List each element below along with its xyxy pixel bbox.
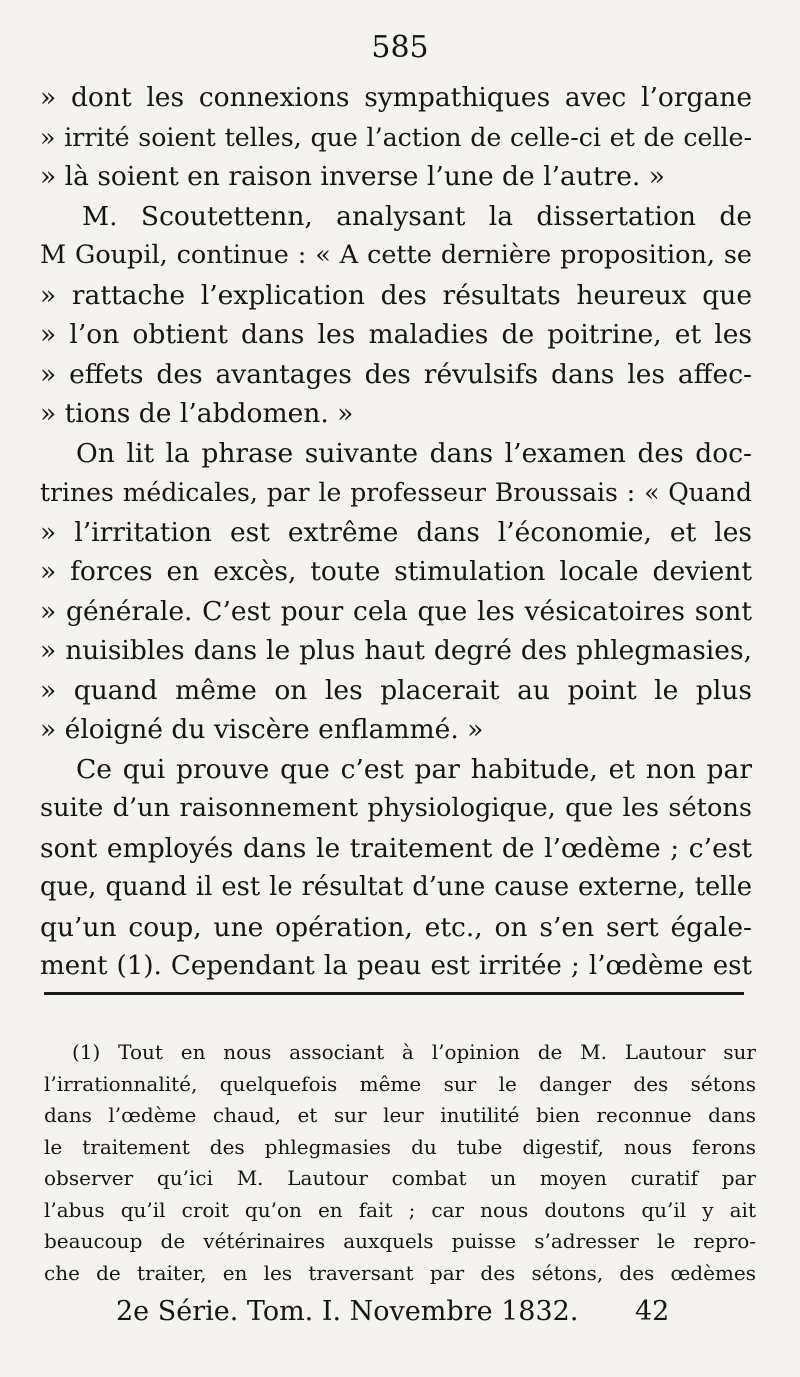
body-line: On lit la phrase suivante dans l’examen des doc- (76, 437, 752, 469)
body-line: que, quand il est le résultat d’une cause externe, telle (40, 872, 752, 902)
body-line: » forces en excès, toute stimulation locale devient (40, 556, 752, 587)
footnote-line: l’irrationnalité, quelquefois même sur le danger des sétons (44, 1071, 756, 1096)
series-tome-date: 2e Série. Tom. I. Novembre 1832. (116, 1296, 579, 1327)
footnote-line: che de traiter, en les traversant par des sétons, des œdèmes (44, 1260, 756, 1285)
sheet-number: 42 (635, 1296, 670, 1327)
body-line: » rattache l’explication des résultats heureux que (40, 279, 752, 311)
footnote-line: observer qu’ici M. Lautour combat un moyen curatif par (44, 1166, 756, 1190)
body-line: » nuisibles dans le plus haut degré des phlegmasies, (40, 635, 752, 666)
body-line: » tions de l’abdomen. » (40, 398, 354, 429)
footnote-line: le traitement des phlegmasies du tube digestif, nous ferons (44, 1134, 756, 1159)
footnote-line: dans l’œdème chaud, et sur leur inutilité bien reconnue dans (44, 1103, 756, 1127)
page-number: 585 (371, 30, 429, 65)
footnote-line: beaucoup de vétérinaires auxquels puisse s’adresser le repro- (44, 1229, 756, 1253)
body-line: » dont les connexions sympathiques avec l’organe (40, 82, 752, 113)
body-line: » effets des avantages des révulsifs dans les affec- (40, 358, 752, 390)
body-line: M Goupil, continue : « A cette dernière proposition, se (40, 240, 752, 270)
body-line: sont employés dans le traitement de l’œdème ; c’est (40, 832, 752, 864)
signature-line (0, 1290, 800, 1334)
footnote-line: (1) Tout en nous associant à l’opinion de M. Lautour sur (72, 1040, 756, 1064)
body-line: » l’on obtient dans les maladies de poitrine, et les (40, 319, 752, 350)
body-line: ment (1). Cependant la peau est irritée ; l’œdème est (40, 951, 752, 981)
body-line: » générale. C’est pour cela que les vésicatoires sont (40, 595, 752, 627)
footnote-line: l’abus qu’il croit qu’on en fait ; car nous doutons qu’il y ait (44, 1197, 756, 1222)
body-text (40, 78, 752, 987)
body-line: » quand même on les placerait au point le plus (40, 674, 752, 706)
body-line: M. Scoutettenn, analysant la dissertation de (82, 200, 752, 232)
footnote-separator-rule (44, 992, 744, 995)
footnote (44, 1037, 756, 1289)
body-line: trines médicales, par le professeur Broussais : « Quand (40, 478, 752, 507)
body-line: » là soient en raison inverse l’une de l’autre. » (40, 161, 665, 192)
body-line: suite d’un raisonnement physiologique, que les sétons (40, 793, 752, 823)
body-line: » l’irritation est extrême dans l’économie, et les (40, 516, 752, 548)
body-line: qu’un coup, une opération, etc., on s’en sert égale- (40, 911, 752, 943)
body-line: Ce qui prouve que c’est par habitude, et non par (76, 753, 752, 785)
body-line: » irrité soient telles, que l’action de celle-ci et de celle- (40, 122, 752, 152)
body-line: » éloigné du viscère enflammé. » (40, 714, 484, 745)
